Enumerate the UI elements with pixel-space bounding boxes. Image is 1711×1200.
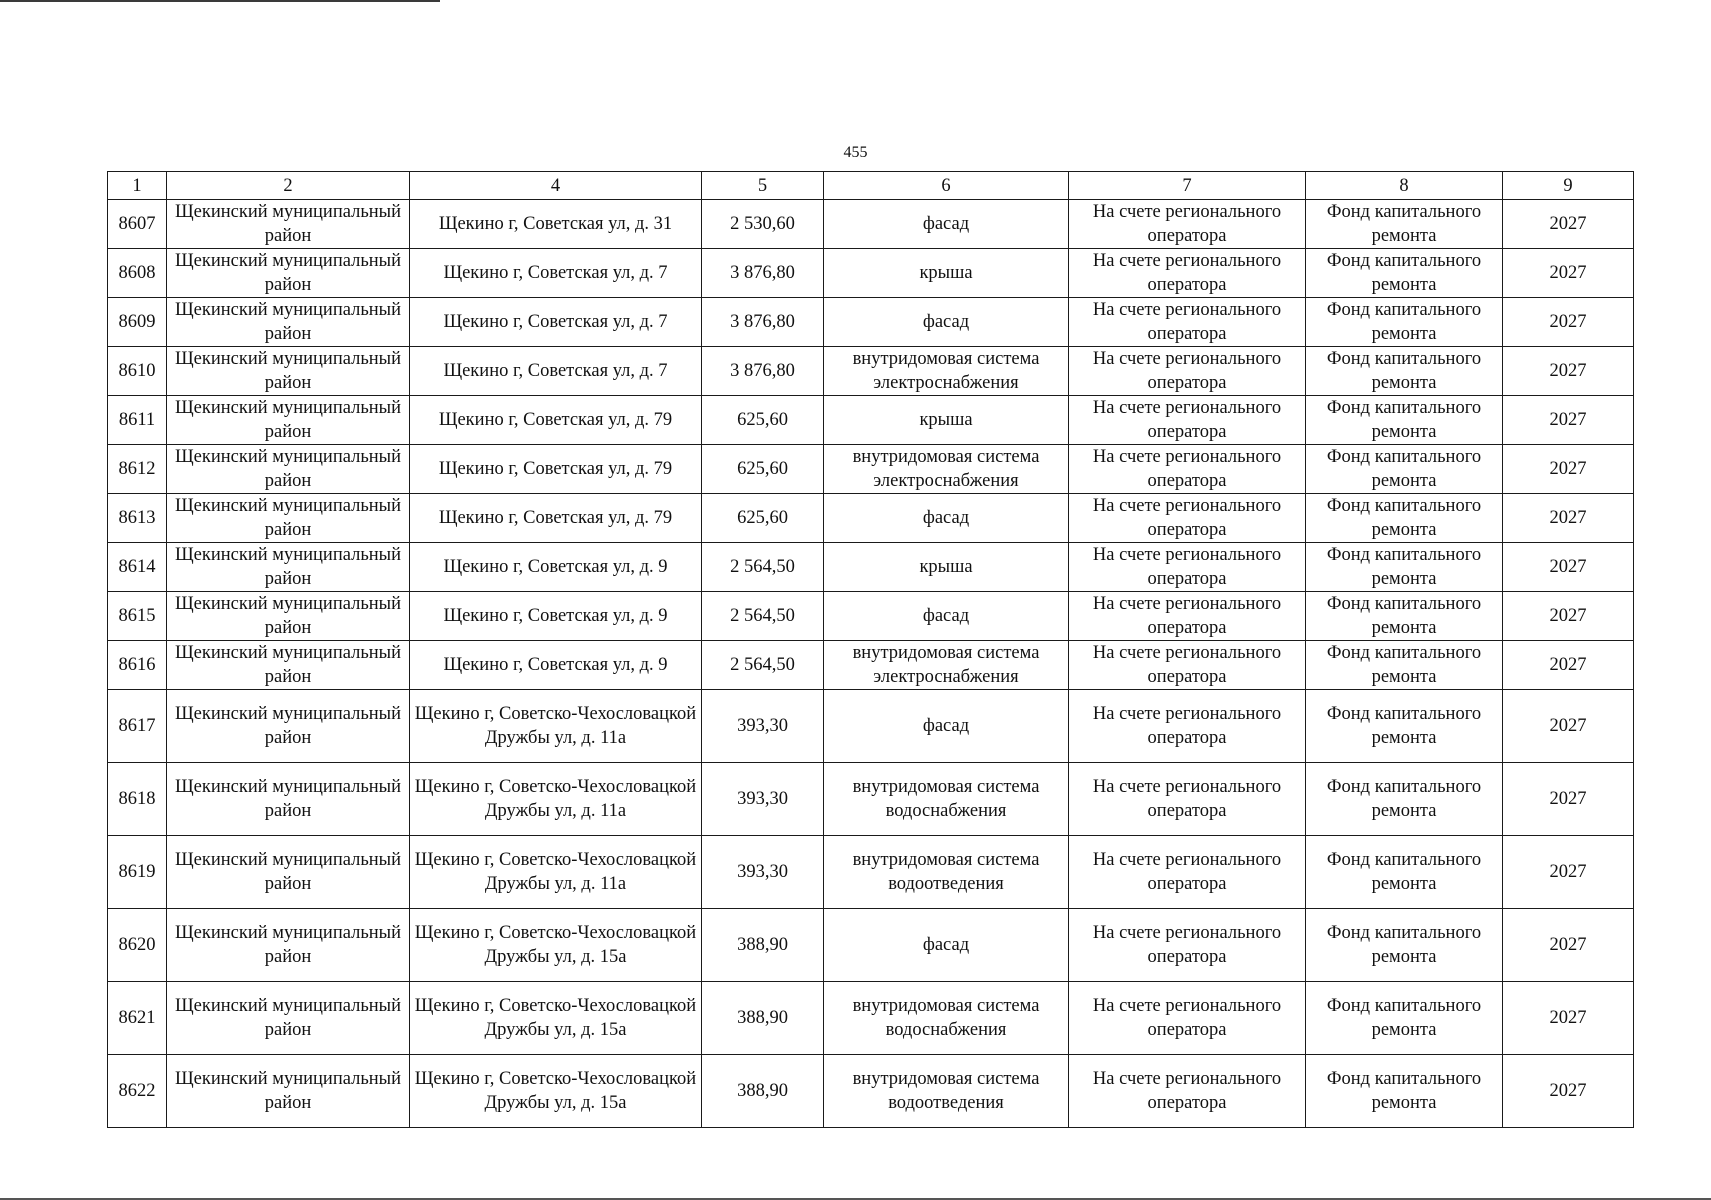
cell-work-type: внутридомовая система электроснабжения — [824, 641, 1069, 690]
cell-year: 2027 — [1503, 249, 1634, 298]
cell-area: 2 530,60 — [702, 200, 824, 249]
cell-year: 2027 — [1503, 200, 1634, 249]
cell-funding-source: Фонд капитального ремонта — [1306, 763, 1503, 836]
cell-municipality: Щекинский муниципальный район — [167, 690, 410, 763]
cell-area: 625,60 — [702, 396, 824, 445]
cell-year: 2027 — [1503, 1055, 1634, 1128]
cell-address: Щекино г, Советская ул, д. 79 — [410, 445, 702, 494]
cell-row-number: 8619 — [108, 836, 167, 909]
cell-area: 393,30 — [702, 690, 824, 763]
cell-year: 2027 — [1503, 836, 1634, 909]
cell-funding-source: Фонд капитального ремонта — [1306, 200, 1503, 249]
cell-address: Щекино г, Советская ул, д. 79 — [410, 494, 702, 543]
cell-area: 393,30 — [702, 763, 824, 836]
cell-row-number: 8617 — [108, 690, 167, 763]
cell-address: Щекино г, Советско-Чехословацкой Дружбы ул, д. 15а — [410, 909, 702, 982]
cell-municipality: Щекинский муниципальный район — [167, 982, 410, 1055]
cell-row-number: 8621 — [108, 982, 167, 1055]
cell-municipality: Щекинский муниципальный район — [167, 298, 410, 347]
cell-year: 2027 — [1503, 396, 1634, 445]
cell-fund-account: На счете регионального оператора — [1069, 592, 1306, 641]
column-header: 4 — [410, 172, 702, 200]
cell-year: 2027 — [1503, 641, 1634, 690]
cell-work-type: внутридомовая система водоотведения — [824, 836, 1069, 909]
cell-funding-source: Фонд капитального ремонта — [1306, 494, 1503, 543]
cell-work-type: внутридомовая система водоснабжения — [824, 763, 1069, 836]
cell-row-number: 8607 — [108, 200, 167, 249]
cell-year: 2027 — [1503, 909, 1634, 982]
cell-fund-account: На счете регионального оператора — [1069, 396, 1306, 445]
cell-fund-account: На счете регионального оператора — [1069, 836, 1306, 909]
column-header: 8 — [1306, 172, 1503, 200]
cell-fund-account: На счете регионального оператора — [1069, 347, 1306, 396]
cell-funding-source: Фонд капитального ремонта — [1306, 592, 1503, 641]
cell-area: 625,60 — [702, 445, 824, 494]
cell-municipality: Щекинский муниципальный район — [167, 1055, 410, 1128]
cell-year: 2027 — [1503, 298, 1634, 347]
cell-fund-account: На счете регионального оператора — [1069, 494, 1306, 543]
cell-municipality: Щекинский муниципальный район — [167, 592, 410, 641]
cell-fund-account: На счете регионального оператора — [1069, 249, 1306, 298]
table-row — [108, 909, 1634, 982]
cell-fund-account: На счете регионального оператора — [1069, 641, 1306, 690]
cell-year: 2027 — [1503, 690, 1634, 763]
cell-work-type: внутридомовая система водоснабжения — [824, 982, 1069, 1055]
column-header: 2 — [167, 172, 410, 200]
cell-funding-source: Фонд капитального ремонта — [1306, 249, 1503, 298]
column-header: 5 — [702, 172, 824, 200]
scan-edge-top — [0, 0, 440, 2]
cell-work-type: внутридомовая система электроснабжения — [824, 445, 1069, 494]
cell-municipality: Щекинский муниципальный район — [167, 543, 410, 592]
cell-area: 388,90 — [702, 909, 824, 982]
table-row — [108, 641, 1634, 690]
cell-area: 625,60 — [702, 494, 824, 543]
cell-row-number: 8610 — [108, 347, 167, 396]
cell-work-type: фасад — [824, 592, 1069, 641]
cell-work-type: крыша — [824, 396, 1069, 445]
cell-fund-account: На счете регионального оператора — [1069, 1055, 1306, 1128]
cell-year: 2027 — [1503, 982, 1634, 1055]
cell-municipality: Щекинский муниципальный район — [167, 396, 410, 445]
table-row — [108, 690, 1634, 763]
cell-municipality: Щекинский муниципальный район — [167, 494, 410, 543]
cell-fund-account: На счете регионального оператора — [1069, 690, 1306, 763]
cell-fund-account: На счете регионального оператора — [1069, 763, 1306, 836]
cell-work-type: внутридомовая система электроснабжения — [824, 347, 1069, 396]
cell-address: Щекино г, Советская ул, д. 7 — [410, 347, 702, 396]
cell-fund-account: На счете регионального оператора — [1069, 200, 1306, 249]
cell-area: 393,30 — [702, 836, 824, 909]
cell-row-number: 8613 — [108, 494, 167, 543]
cell-address: Щекино г, Советско-Чехословацкой Дружбы ул, д. 15а — [410, 982, 702, 1055]
cell-municipality: Щекинский муниципальный район — [167, 200, 410, 249]
repair-schedule-table — [107, 171, 1634, 1128]
cell-row-number: 8614 — [108, 543, 167, 592]
cell-municipality: Щекинский муниципальный район — [167, 249, 410, 298]
cell-area: 3 876,80 — [702, 298, 824, 347]
cell-municipality: Щекинский муниципальный район — [167, 836, 410, 909]
table-row — [108, 445, 1634, 494]
cell-year: 2027 — [1503, 763, 1634, 836]
cell-work-type: крыша — [824, 249, 1069, 298]
table-row — [108, 494, 1634, 543]
table-row — [108, 298, 1634, 347]
column-header: 6 — [824, 172, 1069, 200]
column-header: 1 — [108, 172, 167, 200]
cell-fund-account: На счете регионального оператора — [1069, 982, 1306, 1055]
cell-area: 388,90 — [702, 1055, 824, 1128]
table-row — [108, 396, 1634, 445]
cell-funding-source: Фонд капитального ремонта — [1306, 690, 1503, 763]
cell-address: Щекино г, Советская ул, д. 9 — [410, 592, 702, 641]
cell-municipality: Щекинский муниципальный район — [167, 445, 410, 494]
cell-funding-source: Фонд капитального ремонта — [1306, 445, 1503, 494]
cell-year: 2027 — [1503, 592, 1634, 641]
cell-address: Щекино г, Советская ул, д. 31 — [410, 200, 702, 249]
table-row — [108, 347, 1634, 396]
cell-address: Щекино г, Советская ул, д. 9 — [410, 641, 702, 690]
column-header: 7 — [1069, 172, 1306, 200]
cell-work-type: фасад — [824, 494, 1069, 543]
cell-funding-source: Фонд капитального ремонта — [1306, 909, 1503, 982]
cell-year: 2027 — [1503, 347, 1634, 396]
cell-funding-source: Фонд капитального ремонта — [1306, 982, 1503, 1055]
table-row — [108, 763, 1634, 836]
cell-row-number: 8616 — [108, 641, 167, 690]
cell-year: 2027 — [1503, 445, 1634, 494]
cell-address: Щекино г, Советско-Чехословацкой Дружбы ул, д. 15а — [410, 1055, 702, 1128]
table-row — [108, 543, 1634, 592]
cell-funding-source: Фонд капитального ремонта — [1306, 347, 1503, 396]
cell-row-number: 8608 — [108, 249, 167, 298]
table-row — [108, 592, 1634, 641]
cell-fund-account: На счете регионального оператора — [1069, 445, 1306, 494]
table-body — [108, 200, 1634, 1128]
cell-address: Щекино г, Советская ул, д. 79 — [410, 396, 702, 445]
table-row — [108, 836, 1634, 909]
cell-municipality: Щекинский муниципальный район — [167, 763, 410, 836]
cell-row-number: 8611 — [108, 396, 167, 445]
cell-row-number: 8612 — [108, 445, 167, 494]
cell-funding-source: Фонд капитального ремонта — [1306, 641, 1503, 690]
cell-municipality: Щекинский муниципальный район — [167, 909, 410, 982]
cell-municipality: Щекинский муниципальный район — [167, 641, 410, 690]
cell-year: 2027 — [1503, 494, 1634, 543]
cell-address: Щекино г, Советско-Чехословацкой Дружбы ул, д. 11а — [410, 836, 702, 909]
cell-funding-source: Фонд капитального ремонта — [1306, 543, 1503, 592]
cell-address: Щекино г, Советско-Чехословацкой Дружбы ул, д. 11а — [410, 763, 702, 836]
cell-row-number: 8618 — [108, 763, 167, 836]
table-row — [108, 200, 1634, 249]
cell-row-number: 8622 — [108, 1055, 167, 1128]
cell-area: 3 876,80 — [702, 249, 824, 298]
cell-address: Щекино г, Советская ул, д. 7 — [410, 298, 702, 347]
cell-row-number: 8609 — [108, 298, 167, 347]
cell-fund-account: На счете регионального оператора — [1069, 909, 1306, 982]
cell-funding-source: Фонд капитального ремонта — [1306, 836, 1503, 909]
cell-address: Щекино г, Советская ул, д. 7 — [410, 249, 702, 298]
cell-address: Щекино г, Советско-Чехословацкой Дружбы ул, д. 11а — [410, 690, 702, 763]
cell-area: 2 564,50 — [702, 592, 824, 641]
cell-work-type: фасад — [824, 200, 1069, 249]
table-row — [108, 1055, 1634, 1128]
cell-work-type: фасад — [824, 909, 1069, 982]
cell-year: 2027 — [1503, 543, 1634, 592]
cell-work-type: внутридомовая система водоотведения — [824, 1055, 1069, 1128]
cell-work-type: фасад — [824, 298, 1069, 347]
cell-municipality: Щекинский муниципальный район — [167, 347, 410, 396]
cell-fund-account: На счете регионального оператора — [1069, 298, 1306, 347]
column-header: 9 — [1503, 172, 1634, 200]
cell-row-number: 8620 — [108, 909, 167, 982]
cell-row-number: 8615 — [108, 592, 167, 641]
cell-area: 3 876,80 — [702, 347, 824, 396]
cell-work-type: крыша — [824, 543, 1069, 592]
cell-funding-source: Фонд капитального ремонта — [1306, 396, 1503, 445]
cell-area: 388,90 — [702, 982, 824, 1055]
cell-area: 2 564,50 — [702, 641, 824, 690]
cell-address: Щекино г, Советская ул, д. 9 — [410, 543, 702, 592]
table-row — [108, 249, 1634, 298]
cell-funding-source: Фонд капитального ремонта — [1306, 298, 1503, 347]
table-header-row — [108, 172, 1634, 200]
cell-fund-account: На счете регионального оператора — [1069, 543, 1306, 592]
cell-work-type: фасад — [824, 690, 1069, 763]
cell-area: 2 564,50 — [702, 543, 824, 592]
table-row — [108, 982, 1634, 1055]
page-number: 455 — [843, 144, 868, 161]
cell-funding-source: Фонд капитального ремонта — [1306, 1055, 1503, 1128]
